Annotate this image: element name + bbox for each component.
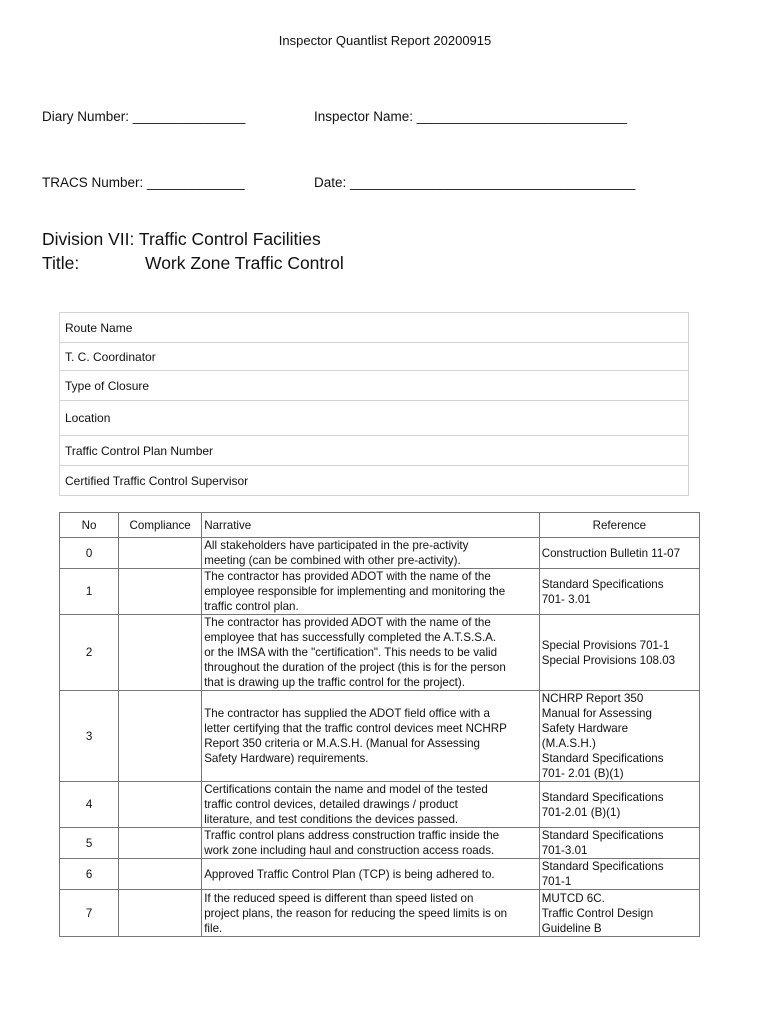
compliance-cell[interactable] xyxy=(119,782,202,828)
table-row xyxy=(60,569,700,615)
narrative-cell: The contractor has provided ADOT with the name of the employee responsible for implementing and monitoring the traffic control plan. xyxy=(202,569,540,615)
table-header-row xyxy=(60,513,700,538)
info-row-tc-coordinator: T. C. Coordinator xyxy=(60,343,688,371)
compliance-cell[interactable] xyxy=(119,538,202,569)
compliance-cell[interactable] xyxy=(119,859,202,890)
row-no: 5 xyxy=(60,828,119,859)
reference-cell: NCHRP Report 350 Manual for Assessing Safety Hardware (M.A.S.H.) Standard Specifications 701- 2.01 (B)(1) xyxy=(539,691,699,782)
compliance-cell[interactable] xyxy=(119,569,202,615)
narrative-cell: Approved Traffic Control Plan (TCP) is being adhered to. xyxy=(202,859,540,890)
row-no: 6 xyxy=(60,859,119,890)
title-label: Title: xyxy=(42,253,80,273)
table-row xyxy=(60,538,700,569)
compliance-cell[interactable] xyxy=(119,890,202,937)
compliance-cell[interactable] xyxy=(119,828,202,859)
reference-cell: Special Provisions 701-1 Special Provisions 108.03 xyxy=(539,615,699,691)
compliance-cell[interactable] xyxy=(119,615,202,691)
header-reference: Reference xyxy=(539,513,699,538)
info-row-certified-supervisor: Certified Traffic Control Supervisor xyxy=(65,473,249,488)
reference-cell: Construction Bulletin 11-07 xyxy=(539,538,699,569)
table-row xyxy=(60,828,700,859)
reference-cell: Standard Specifications 701- 3.01 xyxy=(539,569,699,615)
compliance-cell[interactable] xyxy=(119,691,202,782)
tracs-number-field: TRACS Number: _____________ xyxy=(42,175,245,190)
row-no: 4 xyxy=(60,782,119,828)
table-row xyxy=(60,859,700,890)
reference-cell: Standard Specifications 701-3.01 xyxy=(539,828,699,859)
narrative-cell: Traffic control plans address construction traffic inside the work zone including haul and construction access roads. xyxy=(202,828,540,859)
inspector-name-field: Inspector Name: ____________________________ xyxy=(314,109,628,124)
info-row-type-of-closure: Type of Closure xyxy=(60,371,688,401)
reference-cell: MUTCD 6C. Traffic Control Design Guideline B xyxy=(539,890,699,937)
narrative-cell: The contractor has provided ADOT with the name of the employee that has successfully completed the A.T.S.S.A. or the IMSA with the "certification". This needs to be valid throughout the duration of the project (this is for the person that is drawing up the traffic control for the project). xyxy=(202,615,540,691)
table-row xyxy=(60,782,700,828)
header-compliance: Compliance xyxy=(119,513,202,538)
title-value: Work Zone Traffic Control xyxy=(145,253,344,273)
info-row-route-name: Route Name xyxy=(60,313,688,343)
row-no: 2 xyxy=(60,615,119,691)
row-no: 7 xyxy=(60,890,119,937)
date-field: Date: ______________________________________ xyxy=(314,175,636,190)
reference-cell: Standard Specifications 701-1 xyxy=(539,859,699,890)
info-row-tcp-number: Traffic Control Plan Number xyxy=(60,436,688,466)
row-no: 3 xyxy=(60,691,119,782)
narrative-cell: Certifications contain the name and model of the tested traffic control devices, detailed drawings / product literature, and test conditions the devices passed. xyxy=(202,782,540,828)
header-narrative: Narrative xyxy=(202,513,540,538)
info-row-location: Location xyxy=(60,401,688,436)
narrative-cell: All stakeholders have participated in the pre-activity meeting (can be combined with other pre-activity). xyxy=(202,538,540,569)
checklist-table xyxy=(59,512,700,937)
division-heading: Division VII: Traffic Control Facilities xyxy=(42,229,321,249)
reference-cell: Standard Specifications 701-2.01 (B)(1) xyxy=(539,782,699,828)
narrative-cell: The contractor has supplied the ADOT field office with a letter certifying that the traffic control devices meet NCHRP Report 350 criteria or M.A.S.H. (Manual for Assessing Safety Hardware) requirements. xyxy=(202,691,540,782)
header-no: No xyxy=(60,513,119,538)
row-no: 1 xyxy=(60,569,119,615)
narrative-cell: If the reduced speed is different than speed listed on project plans, the reason for reducing the speed limits is on file. xyxy=(202,890,540,937)
row-no: 0 xyxy=(60,538,119,569)
table-row xyxy=(60,890,700,937)
table-row xyxy=(60,691,700,782)
table-row xyxy=(60,615,700,691)
project-info-box xyxy=(59,312,689,496)
report-title: Inspector Quantlist Report 20200915 xyxy=(278,33,492,48)
diary-number-field: Diary Number: _______________ xyxy=(42,109,246,124)
